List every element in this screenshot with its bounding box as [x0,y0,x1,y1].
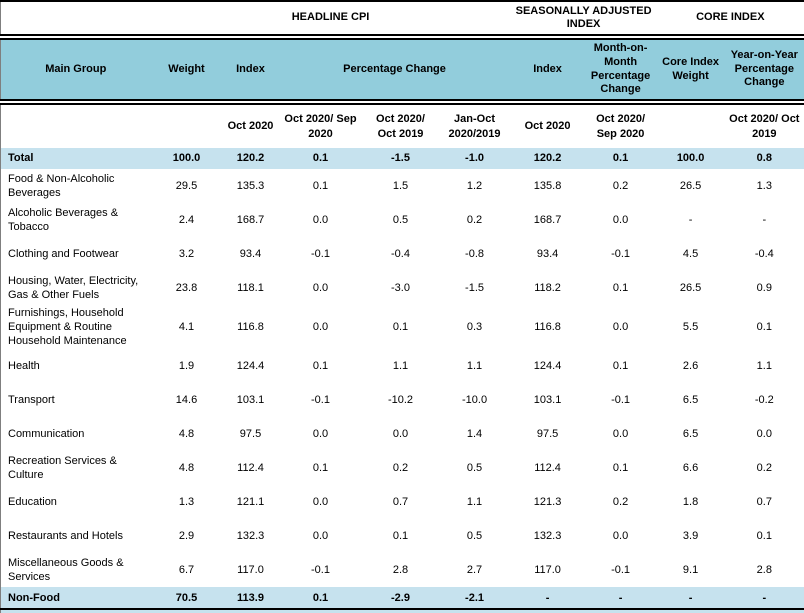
value-cell: 0.0 [585,203,657,237]
value-cell: -3.0 [363,271,439,305]
value-cell: 1.2 [439,169,511,203]
period-header-pct-mom: Oct 2020/ Sep 2020 [279,102,363,148]
row-label: Food & Non-Alcoholic Beverages [1,169,151,203]
value-cell: -0.1 [279,383,363,417]
value-cell: 112.4 [511,451,585,485]
value-cell: 0.0 [585,305,657,349]
value-cell: -1.0 [439,148,511,169]
value-cell: - [657,203,725,237]
value-cell: - [725,203,804,237]
value-cell: 0.2 [725,451,804,485]
table-row [1,169,804,203]
value-cell: 3.2 [151,237,223,271]
value-cell: 0.0 [725,417,804,451]
table-row [1,417,804,451]
row-label: Transport [1,383,151,417]
value-cell: 0.1 [585,148,657,169]
value-cell: 2.9 [151,519,223,553]
value-cell: -0.1 [585,383,657,417]
row-label: Non-Food [1,587,151,609]
value-cell: 116.8 [511,305,585,349]
value-cell: 1.3 [151,485,223,519]
value-cell: 0.0 [585,417,657,451]
column-header-weight: Weight [151,37,223,102]
value-cell: 0.0 [279,485,363,519]
summary-row [1,587,804,609]
row-label: Housing, Water, Electricity, Gas & Other Fuels [1,271,151,305]
row-label: Restaurants and Hotels [1,519,151,553]
value-cell: 0.2 [363,451,439,485]
value-cell: 97.5 [223,417,279,451]
value-cell: - [585,587,657,609]
value-cell: -10.0 [439,383,511,417]
period-header-core-yoy: Oct 2020/ Oct 2019 [725,102,804,148]
value-cell: 0.1 [279,169,363,203]
value-cell: 103.1 [511,383,585,417]
value-cell: 0.0 [279,519,363,553]
value-cell: 0.0 [363,417,439,451]
table-row [1,485,804,519]
value-cell: 116.8 [223,305,279,349]
value-cell: 120.2 [223,148,279,169]
value-cell: 0.0 [279,271,363,305]
value-cell: 0.2 [585,485,657,519]
value-cell: -0.1 [279,553,363,587]
value-cell: 118.1 [223,271,279,305]
value-cell: 1.9 [151,349,223,383]
value-cell: 0.1 [585,451,657,485]
value-cell: 100.0 [657,148,725,169]
value-cell: 3.9 [657,519,725,553]
table-row [1,271,804,305]
value-cell: - [725,587,804,609]
value-cell: 1.1 [439,349,511,383]
value-cell: 0.2 [439,203,511,237]
row-label: Communication [1,417,151,451]
value-cell: 103.1 [223,383,279,417]
value-cell: 0.0 [279,305,363,349]
value-cell: 1.3 [725,169,804,203]
table-row [1,383,804,417]
value-cell: 4.8 [151,417,223,451]
value-cell: 97.5 [511,417,585,451]
value-cell: -0.1 [279,237,363,271]
value-cell: -2.9 [363,587,439,609]
value-cell: 120.2 [511,148,585,169]
group-header-row [1,1,804,37]
table-row [1,349,804,383]
value-cell: 6.6 [657,451,725,485]
value-cell: 124.4 [511,349,585,383]
value-cell: 1.1 [725,349,804,383]
value-cell: 0.1 [585,271,657,305]
value-cell: 121.1 [223,485,279,519]
value-cell: 23.8 [151,271,223,305]
bottom-strip-cell [1,609,804,613]
value-cell: - [657,587,725,609]
table-footer [1,609,804,613]
value-cell: 4.8 [151,451,223,485]
table-row [1,203,804,237]
table-row [1,519,804,553]
value-cell: 0.1 [279,148,363,169]
period-header-index: Oct 2020 [223,102,279,148]
value-cell: 5.5 [657,305,725,349]
value-cell: 6.5 [657,417,725,451]
summary-row [1,148,804,169]
period-header-sa-pct-mom: Oct 2020/ Sep 2020 [585,102,657,148]
table-row [1,553,804,587]
column-header-yoy-change: Year-on-Year Percentage Change [725,37,804,102]
value-cell: 1.1 [439,485,511,519]
value-cell: 2.4 [151,203,223,237]
value-cell: 70.5 [151,587,223,609]
row-label: Total [1,148,151,169]
value-cell: 0.1 [279,587,363,609]
table-row [1,305,804,349]
value-cell: 0.1 [585,349,657,383]
row-label: Health [1,349,151,383]
period-header-row [1,102,804,148]
value-cell: -0.4 [725,237,804,271]
value-cell: 2.6 [657,349,725,383]
column-header-core-index-weight: Core Index Weight [657,37,725,102]
period-header-spacer [151,102,223,148]
value-cell: -0.1 [585,553,657,587]
value-cell: 29.5 [151,169,223,203]
value-cell: -0.8 [439,237,511,271]
table-row [1,451,804,485]
column-header-row [1,37,804,102]
period-header-spacer [1,102,151,148]
value-cell: 0.2 [585,169,657,203]
value-cell: 6.7 [151,553,223,587]
row-label: Education [1,485,151,519]
value-cell: 0.5 [363,203,439,237]
column-header-sa-index: Index [511,37,585,102]
value-cell: 113.9 [223,587,279,609]
value-cell: 14.6 [151,383,223,417]
group-header-spacer [1,1,151,37]
value-cell: 0.3 [439,305,511,349]
value-cell: 168.7 [223,203,279,237]
value-cell: 0.5 [439,519,511,553]
value-cell: -10.2 [363,383,439,417]
value-cell: 118.2 [511,271,585,305]
value-cell: 117.0 [511,553,585,587]
group-header-core-index: CORE INDEX [657,1,804,37]
value-cell: 121.3 [511,485,585,519]
value-cell: 0.7 [363,485,439,519]
value-cell: 0.1 [725,305,804,349]
value-cell: 2.8 [725,553,804,587]
value-cell: 0.1 [279,451,363,485]
value-cell: 0.1 [725,519,804,553]
value-cell: 26.5 [657,271,725,305]
value-cell: 0.7 [725,485,804,519]
value-cell: 117.0 [223,553,279,587]
value-cell: - [511,587,585,609]
column-header-mom-change: Month-on-Month Percentage Change [585,37,657,102]
value-cell: -2.1 [439,587,511,609]
value-cell: 4.1 [151,305,223,349]
value-cell: -0.4 [363,237,439,271]
value-cell: 0.0 [585,519,657,553]
value-cell: 0.0 [279,203,363,237]
value-cell: 2.7 [439,553,511,587]
value-cell: 132.3 [223,519,279,553]
column-header-index: Index [223,37,279,102]
value-cell: 1.4 [439,417,511,451]
value-cell: 9.1 [657,553,725,587]
row-label: Alcoholic Beverages & Tobacco [1,203,151,237]
value-cell: 0.5 [439,451,511,485]
period-header-pct-ytd: Jan-Oct 2020/2019 [439,102,511,148]
column-header-main-group: Main Group [1,37,151,102]
table-row [1,237,804,271]
group-header-headline-cpi: HEADLINE CPI [151,1,511,37]
value-cell: 1.8 [657,485,725,519]
value-cell: -1.5 [439,271,511,305]
value-cell: 4.5 [657,237,725,271]
value-cell: -0.2 [725,383,804,417]
value-cell: 6.5 [657,383,725,417]
column-header-percentage-change: Percentage Change [279,37,511,102]
value-cell: 93.4 [223,237,279,271]
value-cell: 1.1 [363,349,439,383]
value-cell: 1.5 [363,169,439,203]
value-cell: 0.1 [363,305,439,349]
value-cell: -0.1 [585,237,657,271]
value-cell: 132.3 [511,519,585,553]
value-cell: 135.3 [223,169,279,203]
value-cell: 0.9 [725,271,804,305]
value-cell: 0.8 [725,148,804,169]
table-header [1,1,804,148]
value-cell: 135.8 [511,169,585,203]
value-cell: 100.0 [151,148,223,169]
value-cell: 112.4 [223,451,279,485]
value-cell: 168.7 [511,203,585,237]
bottom-strip [1,609,804,613]
row-label: Clothing and Footwear [1,237,151,271]
value-cell: -1.5 [363,148,439,169]
row-label: Furnishings, Household Equipment & Routine Household Maintenance [1,305,151,349]
period-header-pct-yoy: Oct 2020/ Oct 2019 [363,102,439,148]
period-header-spacer [657,102,725,148]
value-cell: 124.4 [223,349,279,383]
value-cell: 93.4 [511,237,585,271]
row-label: Miscellaneous Goods & Services [1,553,151,587]
value-cell: 2.8 [363,553,439,587]
row-label: Recreation Services & Culture [1,451,151,485]
period-header-sa-index: Oct 2020 [511,102,585,148]
value-cell: 0.1 [279,349,363,383]
value-cell: 26.5 [657,169,725,203]
group-header-seasonally-adjusted: SEASONALLY ADJUSTED INDEX [511,1,657,37]
table-body [1,148,804,609]
value-cell: 0.0 [279,417,363,451]
value-cell: 0.1 [363,519,439,553]
